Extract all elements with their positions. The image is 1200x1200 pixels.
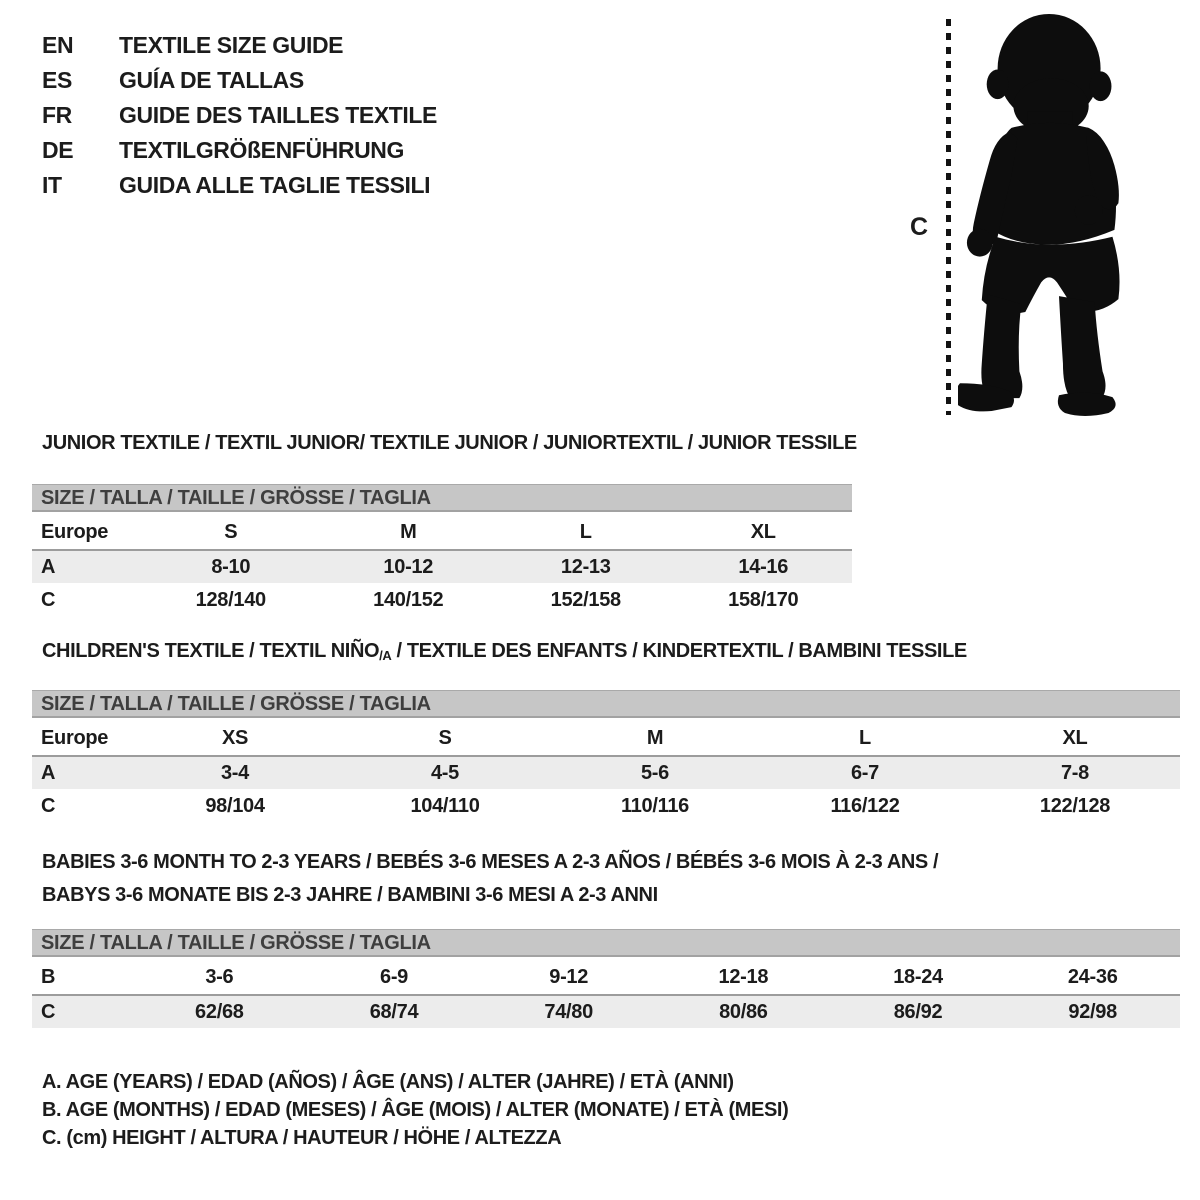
table-cell: 12-13 [560, 555, 611, 578]
language-code: IT [42, 172, 62, 198]
toddler-silhouette-icon [958, 5, 1158, 423]
row-label: B [41, 965, 56, 988]
row-label: Europe [41, 726, 109, 749]
language-code: FR [42, 102, 72, 128]
language-code: ES [42, 67, 72, 93]
language-code: DE [42, 137, 74, 163]
table-cell: 4-5 [430, 761, 459, 784]
table-cell: 116/122 [830, 794, 900, 817]
table-cell: 24-36 [1067, 965, 1118, 988]
table-cell: 62/68 [195, 1000, 244, 1023]
table-row [32, 721, 1180, 755]
table-row [32, 994, 1180, 1028]
table-cell: 9-12 [549, 965, 589, 988]
table-cell: 128/140 [195, 588, 266, 611]
size-header-bar: SIZE / TALLA / TAILLE / GRÖSSE / TAGLIA [32, 484, 852, 512]
table-cell: 110/116 [621, 794, 689, 817]
table-cell: L [579, 520, 592, 543]
table-cell: 80/86 [719, 1000, 768, 1023]
row-label: A [41, 555, 56, 578]
table-row [32, 515, 852, 549]
table-cell: M [646, 726, 664, 749]
row-label: C [41, 1000, 56, 1023]
table-cell: 98/104 [205, 794, 265, 817]
table-cell: 122/128 [1039, 794, 1111, 817]
language-row [42, 133, 437, 168]
table-cell: 140/152 [373, 588, 444, 611]
table-cell: 7-8 [1060, 761, 1089, 784]
table-cell: XL [750, 520, 776, 543]
note-a: A. AGE (YEARS) / EDAD (AÑOS) / ÂGE (ANS) / ALTER (JAHRE) / ETÀ (ANNI) [42, 1071, 734, 1093]
table-cell: 5-6 [640, 761, 669, 784]
table-cell: M [400, 520, 417, 543]
table-cell: 68/74 [369, 1000, 419, 1023]
language-title: GUÍA DE TALLAS [119, 67, 304, 93]
table-cell: 8-10 [211, 555, 251, 578]
language-code: EN [42, 32, 74, 58]
table-cell: 18-24 [893, 965, 943, 988]
table-cell: 12-18 [718, 965, 769, 988]
table-cell: 74/80 [544, 1000, 593, 1023]
table-row [32, 789, 1180, 823]
table-cell: 3-6 [205, 965, 234, 988]
table-cell: 10-12 [383, 555, 434, 578]
babies-size-table [32, 929, 1180, 1028]
table-cell: 3-4 [220, 761, 249, 784]
note-c: C. (cm) HEIGHT / ALTURA / HAUTEUR / HÖHE / ALTEZZA [42, 1127, 562, 1149]
table-row [32, 960, 1180, 994]
language-title-list [42, 28, 437, 203]
table-cell: 6-7 [850, 761, 879, 784]
junior-size-table [32, 484, 852, 617]
table-cell: S [438, 726, 452, 749]
table-cell: 6-9 [380, 965, 409, 988]
language-row [42, 28, 437, 63]
table-cell: 104/110 [410, 794, 480, 817]
table-cell: XL [1062, 726, 1088, 749]
table-cell: 14-16 [738, 555, 789, 578]
children-section-title [42, 640, 967, 663]
children-title-sub: /A [379, 648, 392, 663]
height-measure-figure [900, 5, 1170, 425]
table-row [32, 549, 852, 583]
dashed-measure-line [946, 19, 951, 415]
legend-notes [42, 1068, 788, 1152]
children-title-prefix: CHILDREN'S TEXTILE / TEXTIL NIÑO [42, 640, 380, 662]
table-cell: 158/170 [728, 588, 799, 611]
size-header-bar: SIZE / TALLA / TAILLE / GRÖSSE / TAGLIA [32, 929, 1180, 957]
table-cell: 152/158 [550, 588, 621, 611]
babies-title-line2: BABYS 3-6 MONATE BIS 2-3 JAHRE / BAMBINI 3-6 MESI A 2-3 ANNI [42, 884, 658, 906]
babies-title-line1: BABIES 3-6 MONTH TO 2-3 YEARS / BEBÉS 3-6 MESES A 2-3 AÑOS / BÉBÉS 3-6 MOIS À 2-3 ANS / [42, 851, 939, 873]
table-cell: XS [221, 726, 249, 749]
children-title-suffix: / TEXTILE DES ENFANTS / KINDERTEXTIL / BAMBINI TESSILE [391, 640, 967, 662]
row-label: C [41, 794, 56, 817]
size-header-bar: SIZE / TALLA / TAILLE / GRÖSSE / TAGLIA [32, 690, 1180, 718]
table-row [32, 583, 852, 617]
table-cell: L [859, 726, 871, 749]
row-label: A [41, 761, 56, 784]
junior-section-title: JUNIOR TEXTILE / TEXTIL JUNIOR/ TEXTILE JUNIOR / JUNIORTEXTIL / JUNIOR TESSILE [42, 432, 857, 454]
language-row [42, 63, 437, 98]
language-title: TEXTILGRÖßENFÜHRUNG [119, 137, 404, 163]
babies-section-title [42, 846, 938, 912]
language-title: TEXTILE SIZE GUIDE [119, 32, 344, 58]
language-title: GUIDA ALLE TAGLIE TESSILI [119, 172, 431, 198]
language-row [42, 98, 437, 133]
row-label: C [41, 588, 56, 611]
table-cell: 92/98 [1068, 1000, 1117, 1023]
table-cell: S [224, 520, 238, 543]
table-row [32, 755, 1180, 789]
language-title: GUIDE DES TAILLES TEXTILE [119, 102, 437, 128]
note-b: B. AGE (MONTHS) / EDAD (MESES) / ÂGE (MOIS) / ALTER (MONATE) / ETÀ (MESI) [42, 1099, 789, 1121]
table-cell: 86/92 [893, 1000, 943, 1023]
row-label: Europe [41, 520, 109, 543]
children-size-table [32, 690, 1180, 823]
measure-c-label: C [910, 213, 929, 241]
language-row [42, 168, 437, 203]
